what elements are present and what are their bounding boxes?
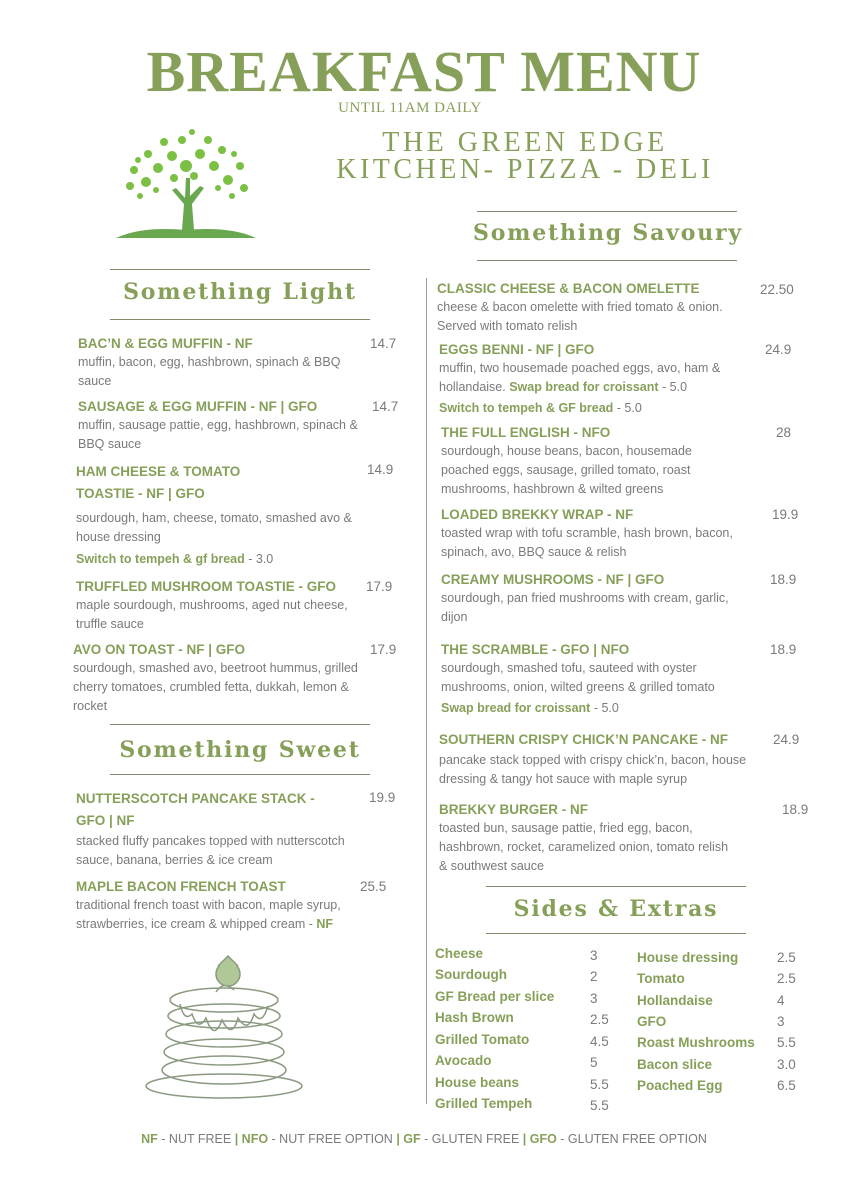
item-description: sourdough, smashed tofu, sauteed with oyster mushrooms, onion, wilted greens & grilled tomato (441, 661, 715, 694)
item-description: toasted bun, sausage pattie, fried egg, bacon, hashbrown, rocket, caramelized onion, tomato relish & southwest sauce (439, 821, 729, 873)
item-name: THE SCRAMBLE - GFO | NFO (441, 642, 630, 657)
side-name: Roast Mushrooms (637, 1035, 755, 1050)
list-item (76, 788, 376, 870)
side-price: 3.0 (777, 1057, 796, 1072)
list-item (437, 280, 737, 336)
side-price: 4 (777, 993, 785, 1008)
side-name: Cheese (435, 946, 484, 961)
item-description: cheese & bacon omelette with fried tomato & onion. Served with tomato relish (437, 300, 723, 333)
side-price: 6.5 (777, 1078, 796, 1093)
side-name: House dressing (637, 950, 739, 965)
side-name: Hash Brown (435, 1010, 514, 1025)
extra-price: - 3.0 (244, 552, 274, 566)
item-price: 17.9 (366, 579, 393, 594)
item-name: NUTTERSCOTCH PANCAKE STACK - GFO | NF (76, 791, 315, 828)
item-name: CREAMY MUSHROOMS - NF | GFO (441, 572, 665, 587)
section-title-sweet: Something Sweet (119, 737, 361, 763)
brand-line-2: KITCHEN- PIZZA - DELI (336, 154, 714, 185)
list-item (78, 335, 368, 391)
tree-icon (112, 126, 260, 242)
savoury-rule-bottom (477, 260, 737, 261)
legend-nfo-text: - NUT FREE OPTION (268, 1132, 397, 1146)
item-description: sourdough, smashed avo, beetroot hummus, grilled cherry tomatoes, crumbled fetta, dukkah, lemon & rocket (73, 661, 358, 713)
side-price: 2 (590, 969, 598, 984)
item-name: AVO ON TOAST - NF | GFO (73, 642, 246, 657)
side-price: 2.5 (777, 950, 796, 965)
item-price: 19.9 (369, 790, 396, 805)
item-description: muffin, sausage pattie, egg, hashbrown, spinach & BBQ sauce (78, 418, 358, 451)
item-price: 14.7 (370, 336, 397, 351)
item-price: 14.9 (367, 462, 394, 477)
side-name: Grilled Tempeh (435, 1096, 533, 1111)
list-item (439, 801, 739, 876)
list-item (441, 424, 741, 499)
list-item (439, 731, 761, 789)
column-divider (426, 278, 427, 1104)
side-price: 2.5 (777, 971, 796, 986)
sweet-rule-bottom (110, 774, 370, 775)
item-price: 25.5 (360, 879, 387, 894)
legend-nfo: NFO (241, 1132, 269, 1146)
side-name: Hollandaise (637, 993, 713, 1008)
side-price: 3 (590, 991, 598, 1006)
item-price: 18.9 (770, 642, 797, 657)
item-price: 24.9 (765, 342, 792, 357)
item-name: LOADED BREKKY WRAP - NF (441, 507, 634, 522)
item-name: CLASSIC CHEESE & BACON OMELETTE (437, 281, 700, 296)
item-description: muffin, bacon, egg, hashbrown, spinach & BBQ sauce (78, 355, 341, 388)
menu-title: BREAKFAST MENU (146, 39, 702, 104)
item-description-text: muffin, two housemade poached eggs, avo, ham & hollandaise. (439, 361, 721, 394)
extra-label: Switch to tempeh & gf bread (76, 552, 245, 566)
side-price: 3 (590, 948, 598, 963)
side-name: GF Bread per slice (435, 989, 555, 1004)
item-price: 17.9 (370, 642, 397, 657)
side-price: 2.5 (590, 1012, 609, 1027)
extra-price: - 5.0 (613, 401, 642, 415)
side-name: Tomato (637, 971, 685, 986)
legend-gfo: GFO (529, 1132, 557, 1146)
item-description: sourdough, pan fried mushrooms with cream, garlic, dijon (441, 591, 729, 624)
list-item (76, 578, 366, 634)
item-description: pancake stack topped with crispy chick’n, bacon, house dressing & tangy hot sauce with maple syrup (439, 753, 747, 786)
legend-gf-text: - GLUTEN FREE (420, 1132, 523, 1146)
extra-label: Switch to tempeh & GF bread (439, 401, 614, 415)
list-item (73, 641, 369, 716)
legend-nf: NF (141, 1132, 158, 1146)
item-name: BAC’N & EGG MUFFIN - NF (78, 336, 253, 351)
item-name: MAPLE BACON FRENCH TOAST (76, 879, 286, 894)
item-description: toasted wrap with tofu scramble, hash brown, bacon, spinach, avo, BBQ sauce & relish (441, 526, 733, 559)
item-price: 22.50 (760, 282, 794, 297)
item-name: BREKKY BURGER - NF (439, 802, 589, 817)
side-name: Sourdough (435, 967, 507, 982)
side-name: Poached Egg (637, 1078, 723, 1093)
sweet-rule-top (110, 724, 370, 725)
side-price: 5.5 (590, 1098, 609, 1113)
item-name: THE FULL ENGLISH - NFO (441, 425, 611, 440)
item-description: sourdough, ham, cheese, tomato, smashed avo & house dressing (76, 511, 352, 544)
sides-rule-bottom (486, 933, 746, 934)
item-price: 24.9 (773, 732, 800, 747)
item-name: HAM CHEESE & TOMATO TOASTIE - NF | GFO (76, 464, 241, 501)
side-name: House beans (435, 1075, 520, 1090)
list-item (441, 571, 741, 627)
item-description (439, 359, 749, 397)
extra-label: Swap bread for croissant (441, 701, 591, 715)
side-price: 4.5 (590, 1034, 609, 1049)
side-price: 3 (777, 1014, 785, 1029)
brand-line-1: THE GREEN EDGE (382, 127, 668, 158)
item-description (76, 896, 350, 934)
side-price: 5.5 (777, 1035, 796, 1050)
legend-gfo-text: - GLUTEN FREE OPTION (556, 1132, 707, 1146)
item-name: SAUSAGE & EGG MUFFIN - NF | GFO (78, 399, 318, 414)
item-description-text: traditional french toast with bacon, maple syrup, strawberries, ice cream & whipped cream - (76, 898, 341, 931)
side-price: 5.5 (590, 1077, 609, 1092)
legend-nf-text: - NUT FREE (157, 1132, 235, 1146)
item-description: maple sourdough, mushrooms, aged nut cheese, truffle sauce (76, 598, 348, 631)
legend-separator: | (396, 1132, 400, 1146)
list-item (78, 398, 368, 454)
sides-rule-top (486, 886, 746, 887)
section-title-light: Something Light (123, 279, 357, 305)
light-rule-top (110, 269, 370, 270)
extra-label: Swap bread for croissant (509, 380, 659, 394)
savoury-rule-top (477, 211, 737, 212)
list-item (439, 341, 749, 418)
extra-price: - 5.0 (590, 701, 619, 715)
section-title-savoury: Something Savoury (473, 220, 743, 246)
item-extra-option (76, 550, 372, 569)
item-price: 28 (776, 425, 792, 440)
list-item (441, 506, 741, 562)
item-name: SOUTHERN CRISPY CHICK’N PANCAKE - NF (439, 732, 729, 747)
dietary-tag: NF (316, 917, 334, 931)
side-name: Grilled Tomato (435, 1032, 530, 1047)
item-description: sourdough, house beans, bacon, housemade poached eggs, sausage, grilled tomato, roast mushrooms, hashbrown & wilted greens (441, 444, 692, 496)
list-item (76, 878, 350, 934)
light-rule-bottom (110, 319, 370, 320)
pancake-stack-icon (140, 952, 310, 1102)
side-name: GFO (637, 1014, 667, 1029)
side-name: Bacon slice (637, 1057, 713, 1072)
section-title-sides: Sides & Extras (513, 896, 719, 922)
side-name: Avocado (435, 1053, 492, 1068)
item-name: EGGS BENNI - NF | GFO (439, 342, 595, 357)
legend-separator: | (522, 1132, 527, 1146)
dietary-legend (0, 1132, 848, 1146)
item-price: 18.9 (770, 572, 797, 587)
legend-separator: | (234, 1132, 239, 1146)
item-description: stacked fluffy pancakes topped with nutterscotch sauce, banana, berries & ice cream (76, 834, 345, 867)
side-price: 5 (590, 1055, 598, 1070)
item-extra-option (441, 699, 761, 718)
legend-gf: GF (403, 1132, 421, 1146)
list-item (441, 641, 761, 718)
menu-subtitle: UNTIL 11AM DAILY (338, 100, 482, 116)
item-price: 19.9 (772, 507, 799, 522)
list-item (76, 461, 372, 569)
item-extra-option (439, 399, 749, 418)
item-name: TRUFFLED MUSHROOM TOASTIE - GFO (76, 579, 336, 594)
item-price: 18.9 (782, 802, 809, 817)
extra-price: - 5.0 (658, 380, 688, 394)
item-price: 14.7 (372, 399, 399, 414)
